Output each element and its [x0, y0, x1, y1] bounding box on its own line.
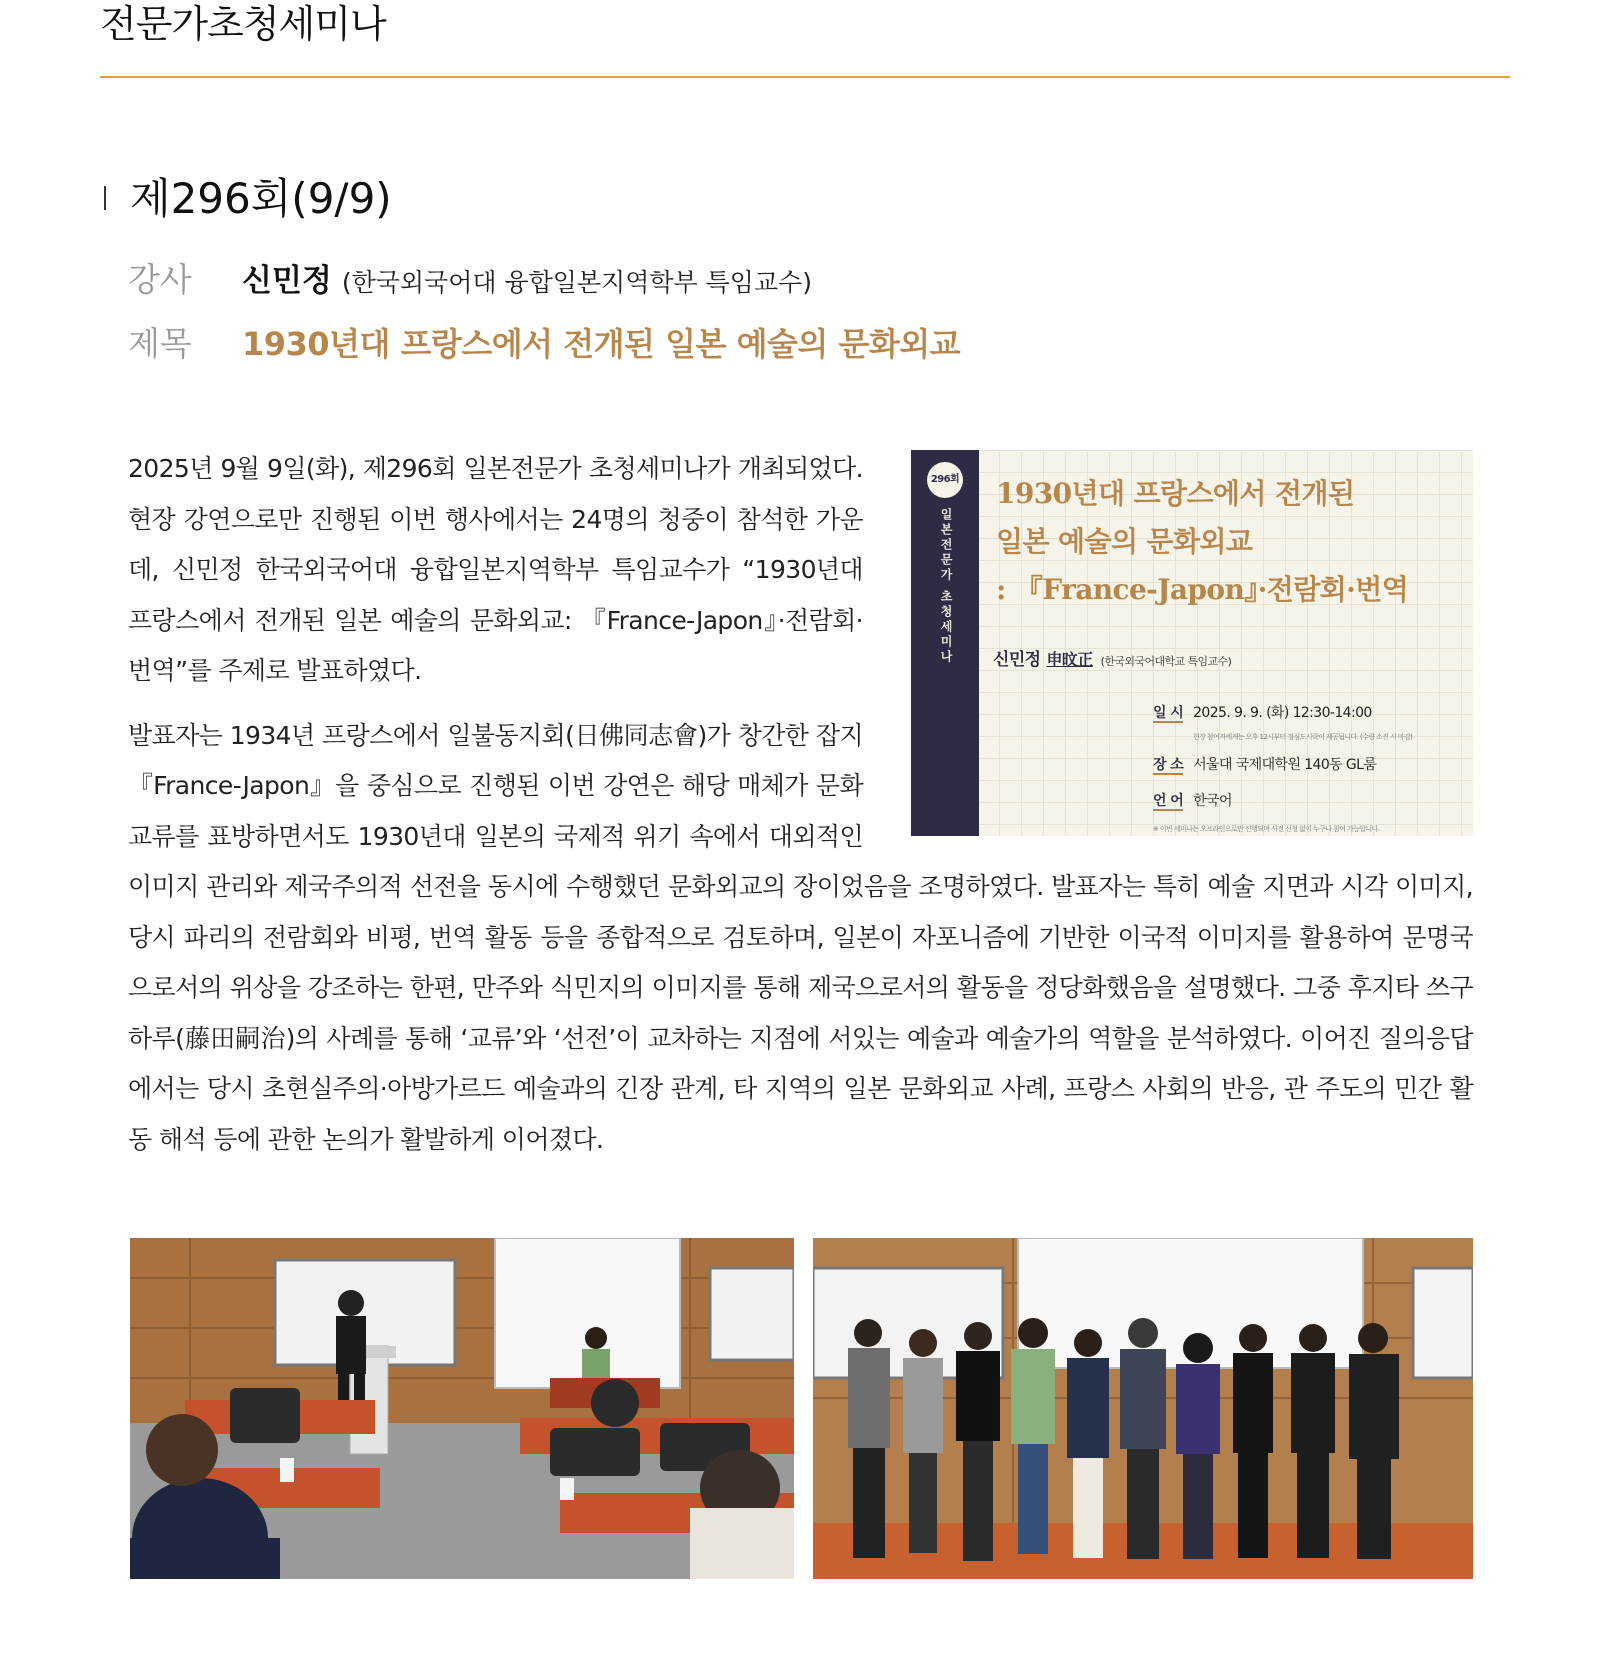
poster-badge: 296회	[927, 462, 963, 498]
heading-bar	[104, 186, 106, 210]
page-header	[100, 0, 1510, 78]
article-body	[128, 444, 1473, 1165]
poster-title	[996, 470, 1456, 614]
speaker-row	[128, 254, 812, 304]
poster-speaker-name: 신민정	[993, 650, 1041, 670]
body-paragraph: 발표자는 1934년 프랑스에서 일불동지회(日佛同志會)가 창간한 잡지 『France-Japon』을 중심으로 진행된 이번 강연은 해당 매체가 문화교류를 표방하면서도 1930년대 일본의 국제적 위기 속에서 대외적인 이미지 관리와 제국주의적 선전을 동시에 수행했던 문화외교의 장이었음을 조명하였다. 발표자는 특히 예술 지면과 시각 이미지, 당시 파리의 전람회와 비평, 번역 활동 등을 종합적으로 검토하며, 일본이 자포니즘에 기반한 이국적 이미지를 활용하여 문명국으로서의 위상을 강조하는 한편, 만주와 식민지의 이미지를 통해 제국으로서의 활동을 정당화했음을 설명했다. 그중 후지타 쓰구하루(藤田嗣治)의 사례를 통해 ‘교류’와 ‘선전’이 교차하는 지점에 서있는 예술과 예술가의 역할을 분석하였다. 이어진 질의응답에서는 당시 초현실주의·아방가르드 예술과의 긴장 관계, 타 지역의 일본 문화외교 사례, 프랑스 사회의 반응, 관 주도의 민간 활동 해석 등에 관한 논의가 활발하게 이어졌다.	[128, 720, 1473, 1154]
poster-language-label: 언 어	[1153, 793, 1184, 809]
body-paragraph: 2025년 9월 9일(화), 제296회 일본전문가 초청세미나가 개최되었다. 현장 강연으로만 진행된 이번 행사에서는 24명의 청중이 참석한 가운데, 신민정 한국외국어대 융합일본지역학부 특임교수가 “1930년대 프랑스에서 전개된 일본 예술의 문화외교: 『France-Japon』·전람회·번역”를 주제로 발표하였다.	[128, 454, 863, 685]
poster-title-line: : 『France-Japon』·전람회·번역	[996, 573, 1409, 606]
poster-speaker-affiliation: (한국외국어대학교 특임교수)	[1100, 655, 1232, 668]
page-title: 전문가초청세미나	[100, 2, 386, 46]
poster-date-label: 일 시	[1153, 705, 1184, 721]
speaker-name: 신민정	[242, 263, 332, 299]
session-title: 제296회(9/9)	[130, 174, 392, 223]
group-photo-icon	[813, 1238, 1473, 1579]
poster-date-value: 2025. 9. 9. (화) 12:30-14:00	[1193, 705, 1372, 721]
topic-label: 제목	[128, 324, 192, 363]
seminar-poster	[911, 450, 1473, 836]
group-photo	[813, 1238, 1473, 1579]
photo-gallery	[130, 1238, 1473, 1579]
poster-place-label: 장 소	[1153, 757, 1184, 773]
poster-speaker-hanja: 申旼正	[1046, 650, 1093, 669]
speaker-label: 강사	[128, 260, 192, 299]
poster-footnote: ※ 이번 세미나는 오프라인으로만 진행되며 사전 신청 없이 누구나 참여 가능합니다.	[1153, 825, 1380, 833]
poster-title-line: 1930년대 프랑스에서 전개된	[996, 477, 1355, 510]
topic-title: 1930년대 프랑스에서 전개된 일본 예술의 문화외교	[242, 325, 961, 363]
poster-title-line: 일본 예술의 문화외교	[996, 525, 1253, 558]
poster-date-note: 현장 참여자에게는 오후 12시부터 점심도시락이 제공됩니다. (수량 소진 시 마감)	[1193, 733, 1413, 741]
poster-place-value: 서울대 국제대학원 140동 GL룸	[1193, 757, 1377, 773]
topic-row	[128, 318, 960, 368]
lecture-photo-icon	[130, 1238, 794, 1579]
poster-spine-text: 일본전문가 초청세미나	[939, 508, 953, 666]
lecture-photo	[130, 1238, 794, 1579]
speaker-affiliation: (한국외국어대 융합일본지역학부 특임교수)	[341, 268, 812, 297]
poster-speaker	[993, 632, 1231, 688]
poster-language-value: 한국어	[1193, 793, 1232, 809]
